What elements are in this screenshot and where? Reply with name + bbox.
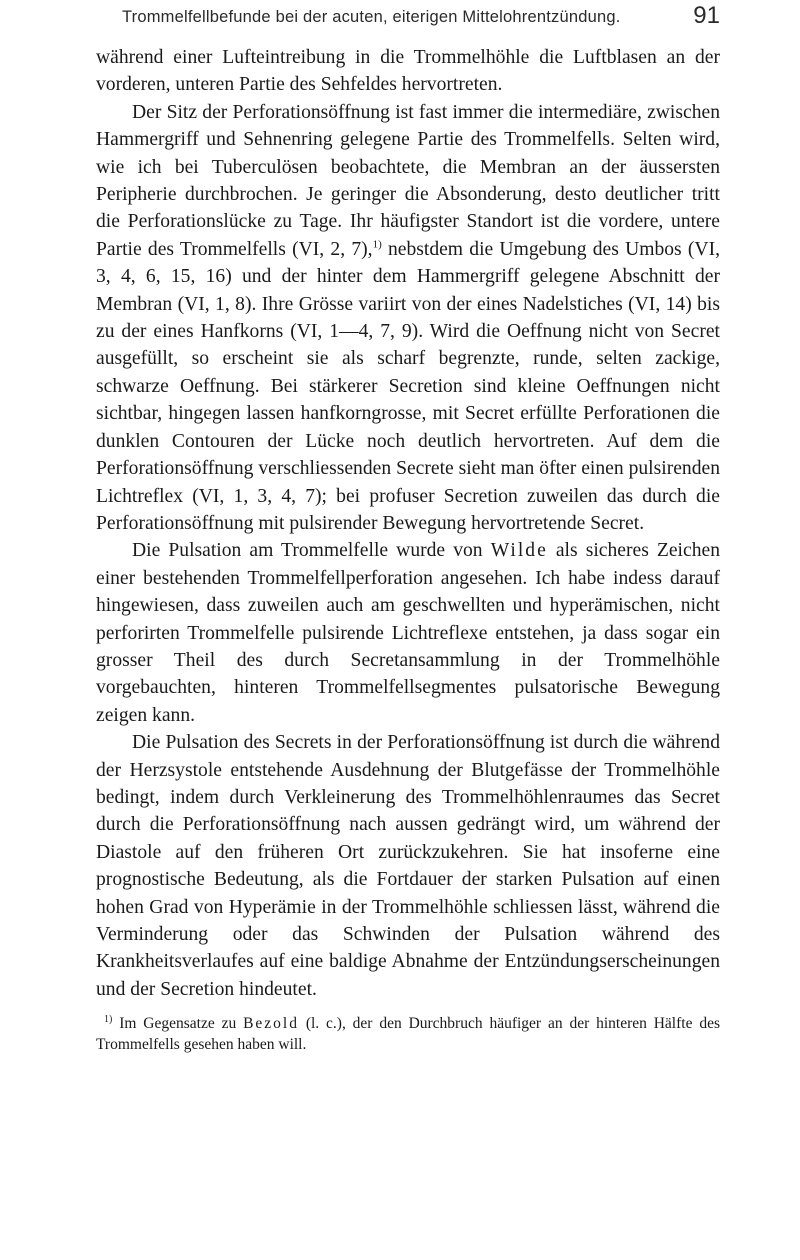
footnote-reference[interactable]: 1) [372,238,382,251]
paragraph-1 [96,44,720,99]
paragraph-text: nebstdem die Umgebung des Umbos (VI, 3, 4, 6, 15, 16) und der hinter dem Hammergriff gelegene Abschnitt der Membran (VI, 1, 8). Ihre Grösse variirt von der eines Nadelstiches (VI, 14) bis zu der eines Hanfkorns (VI, 1—4, 7, 9). Wird die Oeffnung nicht von Secret ausgefüllt, so erscheint sie als scharf begrenzte, runde, selten zackige, schwarze Oeffnung. Bei stärkerer Secretion sind kleine Oeffnungen nicht sichtbar, hingegen lassen hanfkorngrosse, mit Secret erfüllte Perforationen die dunklen Contouren der Lücke noch deutlich hervortreten. Auf dem die Perforationsöffnung verschliessenden Secrete sieht man öfter einen pulsirenden Lichtreflex (VI, 1, 3, 4, 7); bei profuser Secretion zuweilen das durch die Perforationsöffnung mit pulsirender Bewegung hervortretende Secret. [96,238,720,534]
author-name-bezold: Bezold [243,1015,299,1033]
footnote [96,1013,720,1055]
paragraph-text: Die Pulsation am Trommelfelle wurde von [132,540,491,562]
page-number: 91 [693,2,720,29]
paragraph-4 [96,729,720,1003]
paragraph-2 [96,99,720,538]
paragraph-text: als sicheres Zeichen einer bestehenden Trommelfellperforation angesehen. Ich habe indess darauf hingewiesen, dass zuweilen auch am geschwellten und hyperämischen, nicht perforirten Trommelfelle pulsirende Lichtreflexe entstehen, ja dass sogar ein grosser Theil des durch Secretansammlung in der Trommelhöhle vorgebauchten, hinteren Trommelfellsegmentes pulsatorische Bewegung zeigen kann. [96,540,720,726]
body-text [96,44,720,1003]
paragraph-3 [96,537,720,729]
paragraph-text: Der Sitz der Perforationsöffnung ist fast immer die intermediäre, zwischen Hammergriff und Sehnenring gelegene Partie des Trommelfells. Selten wird, wie ich bei Tuberculösen beobachtete, die Membran an der äussersten Peripherie durchbrochen. Je geringer die Absonderung, desto deutlicher tritt die Perforationslücke zu Tage. Ihr häufigster Standort ist die vordere, untere Partie des Trommelfells (VI, 2, 7), [96,101,720,260]
page-header [96,0,720,44]
running-title: Trommelfellbefunde bei der acuten, eiterigen Mittelohrentzündung. [122,8,621,26]
footnote-text: (l. c.), der den Durchbruch häufiger an der hinteren Hälfte des Trommelfells gesehen haben will. [96,1015,720,1054]
paragraph-text: Die Pulsation des Secrets in der Perforationsöffnung ist durch die während der Herzsystole entstehende Ausdehnung der Blutgefässe der Trommelhöhle bedingt, indem durch Verkleinerung des Trommelhöhlenraumes das Secret durch die Perforationsöffnung nach aussen gedrängt wird, um während der Diastole auf den früheren Ort zurückzukehren. Sie hat insoferne eine prognostische Bedeutung, als die Fortdauer der starken Pulsation auf einen hohen Grad von Hyperämie in der Trommelhöhle schliessen lässt, während die Verminderung oder das Schwinden der Pulsation während des Krankheitsverlaufes auf eine baldige Abnahme der Entzündungserscheinungen und der Secretion hindeutet. [96,732,720,1000]
paragraph-text: während einer Lufteintreibung in die Trommelhöhle die Luftblasen an der vorderen, unteren Partie des Sehfeldes hervortreten. [96,47,720,96]
footnote-marker: 1) [104,1014,113,1026]
footnote-text: Im Gegensatze zu [112,1015,244,1033]
author-name-wilde: Wilde [490,540,548,562]
